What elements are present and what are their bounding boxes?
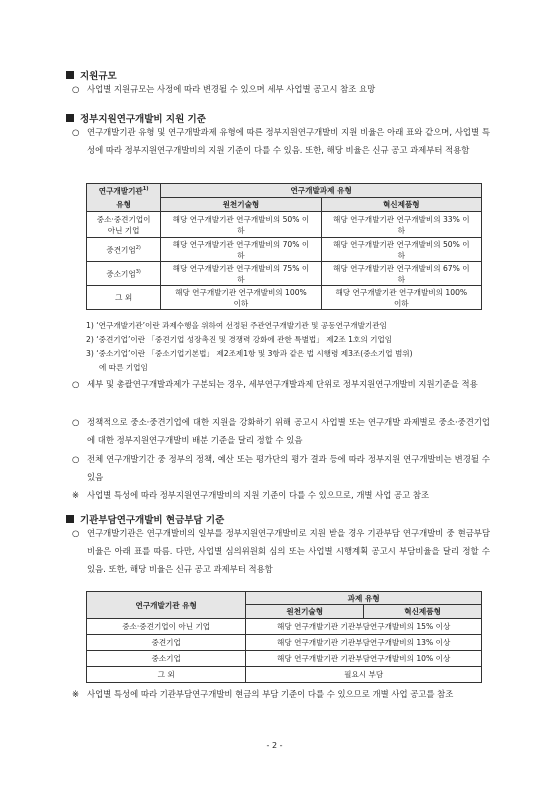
row-c2: 해당 연구개발기관 연구개발비의 33% 이하 [321,212,481,238]
bullet-support-scale [72,80,484,98]
header-sup: 1) [142,186,149,193]
bullet-mark: ○ [72,417,80,427]
table-row [87,286,482,310]
row-org: 그 외 [87,667,246,683]
row-org: 그 외 [87,286,161,310]
bullet-mark: ○ [72,84,80,94]
row-org-text: 중견기업 [106,245,136,255]
bullet-mark: ○ [72,127,80,137]
bullet-gov-ratio [72,123,490,177]
row-org: 중견기업 [87,635,246,651]
row-org [87,238,161,262]
row-c1: 해당 연구개발기관 연구개발비의 75% 이하 [161,262,321,286]
table-header-col1: 원천기술형 [161,198,321,212]
gov-support-table [86,183,482,310]
table-header-org [87,184,161,198]
table-row [87,238,482,262]
section-title-text: 정부지원연구개발비 지원 기준 [80,114,206,125]
bullet-change [72,450,490,486]
bullet-text: 연구개발기관 유형 및 연구개발과제 유형에 따른 정부지원연구개발비 지원 비율은 아래 표와 같으며, 사업별 특성에 따라 정부지원연구개발비의 지원 기준이 다를 수 있음. 또한, 해당 비율은 신규 공고 과제부터 적용함 [87,127,490,155]
bullet-cash-ratio [72,524,490,596]
row-org-sup: 3) [135,269,141,276]
row-org-text: 중소기업 [106,269,136,279]
row-c2: 해당 연구개발기관 연구개발비의 67% 이하 [321,262,481,286]
bullet-text: 연구개발기관은 연구개발비의 일부를 정부지원연구개발비로 지원 받을 경우 기관부담 연구개발비 중 현금부담비율은 아래 표를 따름. 다만, 사업별 심의위원회 심의 또는 사업별 시행계획 공고시 부담비율을 달리 정할 수 있음. 또한, 해당 비율은 신규 공고 과제부터 적용함 [87,528,490,574]
section-title-text: 지원규모 [80,71,117,82]
bullet-mark: ※ [72,689,80,699]
bullet-mark: ○ [72,454,80,464]
bullet-text: 세부 및 총괄연구개발과제가 구분되는 경우, 세부연구개발과제 단위로 정부지원연구개발비 지원기준을 적용 [87,379,478,389]
table-header-col2: 혁신제품형 [321,198,481,212]
row-c2: 해당 연구개발기관 연구개발비의 100% 이하 [321,286,481,310]
row-value: 해당 연구개발기관 기관부담연구개발비의 13% 이상 [246,635,482,651]
bullet-cash-note [72,685,490,721]
row-c1: 해당 연구개발기관 연구개발비의 100% 이하 [161,286,321,310]
table-row [87,619,482,635]
square-bullet-icon [66,515,74,523]
row-org: 중소기업 [87,651,246,667]
table-row [87,262,482,286]
table-header-org-type: 유형 [87,198,161,212]
row-org-sup: 2) [135,245,141,252]
row-org: 중소·중견기업이 아닌 기업 [87,619,246,635]
row-c1: 해당 연구개발기관 연구개발비의 70% 이하 [161,238,321,262]
bullet-text: 정책적으로 중소·중견기업에 대한 지원을 강화하기 위해 공고시 사업별 또는 연구개발 과제별로 중소·중견기업에 대한 정부지원연구개발비 배분 기준을 달리 정할 수 있음 [87,417,490,445]
table-row [87,635,482,651]
table-row [87,212,482,238]
row-c1: 해당 연구개발기관 연구개발비의 50% 이하 [161,212,321,238]
table-header-task-type: 연구개발과제 유형 [161,184,482,198]
bullet-mark: ○ [72,379,80,389]
table-row [87,667,482,683]
header-text: 연구개발기관 [98,187,143,197]
table-header-col2: 혁신제품형 [364,605,482,619]
cash-burden-table [86,591,482,683]
table-header-task-type: 과제 유형 [246,592,482,605]
row-c2: 해당 연구개발기관 연구개발비의 50% 이하 [321,238,481,262]
row-org: 중소·중견기업이 아닌 기업 [87,212,161,238]
square-bullet-icon [66,114,74,122]
bullet-text: 전체 연구개발기간 중 정부의 정책, 예산 또는 평가단의 평가 결과 등에 따라 정부지원 연구개발비는 변경될 수 있음 [87,454,490,482]
table-header-col1: 원천기술형 [246,605,364,619]
bullet-mark: ※ [72,490,80,500]
table-row [87,651,482,667]
footnote-3: 3) ‘중소기업’이란 「중소기업기본법」 제2조제1항 및 3항과 같은 법 시행령 제3조(중소기업 범위) [86,349,413,358]
footnote-2: 2) ‘중견기업’이란 「중견기업 성장촉진 및 경쟁력 강화에 관한 특별법」 제2조 1호의 기업임 [86,335,393,344]
page-number: - 2 - [266,741,283,750]
bullet-text: 사업별 특성에 따라 기관부담연구개발비 현금의 부담 기준이 다를 수 있으므로 개별 사업 공고를 참조 [87,689,454,699]
bullet-policy [72,413,490,449]
bullet-text: 사업별 특성에 따라 정부지원연구개발비의 지원 기준이 다를 수 있으므로, 개별 사업 공고 참조 [87,490,430,500]
row-value: 해당 연구개발기관 기관부담연구개발비의 15% 이상 [246,619,482,635]
table-header-org: 연구개발기관 유형 [87,592,246,619]
bullet-mark: ○ [72,528,80,538]
bullet-text: 사업별 지원규모는 사정에 따라 변경될 수 있으며 세부 사업별 공고시 참조 요망 [87,84,376,94]
section-title-text: 기관부담연구개발비 현금부담 기준 [80,515,225,526]
footnote-1: 1) ‘연구개발기관’이란 과제수행을 위하여 선정된 주관연구개발기관 및 공동연구개발기관임 [86,321,387,330]
square-bullet-icon [66,71,74,79]
row-value: 해당 연구개발기관 기관부담연구개발비의 10% 이상 [246,651,482,667]
bullet-subtask [72,375,490,411]
row-value: 필요시 부담 [246,667,482,683]
row-org [87,262,161,286]
footnote-3-cont: 에 따른 기업임 [99,363,148,372]
